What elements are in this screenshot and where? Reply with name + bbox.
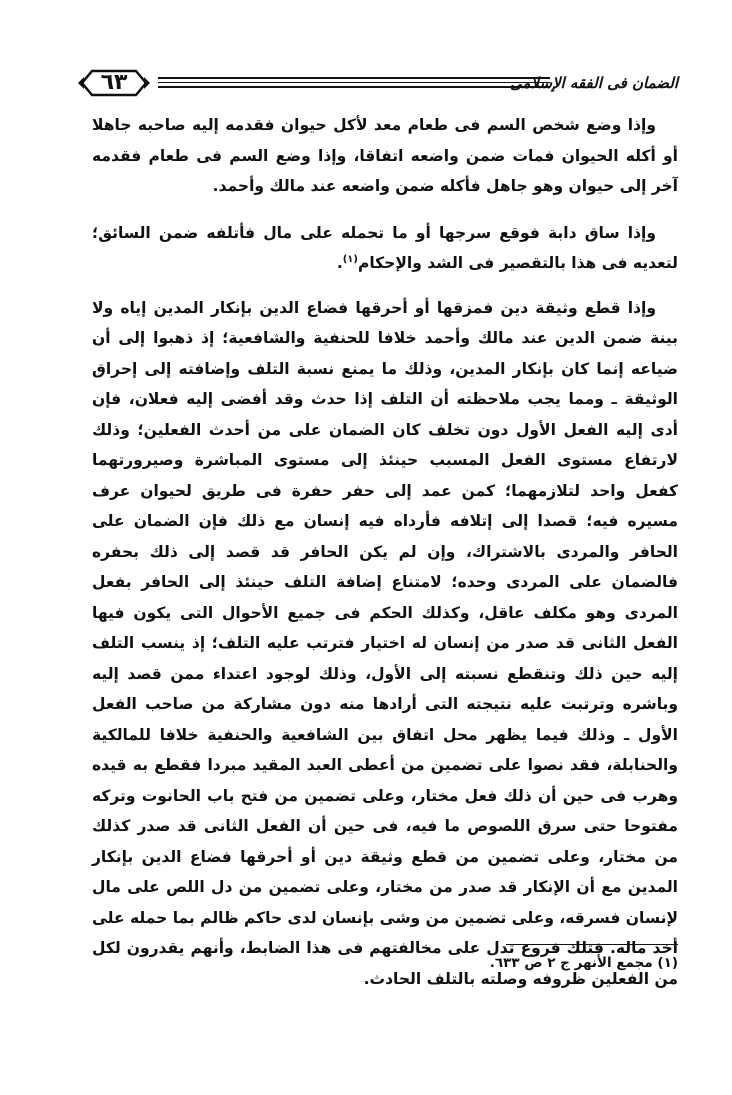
paragraph-2: وإذا ساق دابة فوقع سرجها أو ما تحمله على مال فأتلفه ضمن السائق؛ لتعديه فى هذا بالتقصير فى الشد والإحكام$^{(١)}$. [92, 223, 678, 272]
paragraph-3: وإذا قطع وثيقة دين فمزقها أو أحرقها فضاع الدين بإنكار المدين إياه ولا بينة ضمن الدين عند مالك وأحمد خلافا للحنفية والشافعية؛ إذ ذهبوا إلى أن ضياعه إنما كان بإنكار المدين، وذلك ما يمنع نسبة التلف وإضافته إلى إحراق الوثيقة ـ ومما يجب ملاحظته أن التلف إذا حدث وقد أفضى إليه فعلان، فإن أدى إليه الفعل الأول دون تخلف كان الضمان على من أحدث الفعلين؛ وذلك لارتفاع مستوى الفعل المسبب حينئذ إلى مستوى المباشرة وصيرورتهما كفعل واحد لتلازمهما؛ كمن عمد إلى حفر حفرة فى طريق لحيوان عرف مسيره فيه؛ قصدا إلى إتلافه فأرداه فيه إنسان مع ذلك فإن الضمان على الحافر والمردى بالاشتراك، وإن لم يكن الحافر قد قصد إلى ذلك بحفره فالضمان على المردى وحده؛ لامتناع إضافة التلف حينئذ إلى الحافر بفعل المردى وهو مكلف عاقل، وكذلك الحكم فى جميع الأحوال التى يكون فيها الفعل الثانى قد صدر من إنسان له اختيار فترتب عليه التلف؛ إذ ينسب التلف إليه حين ذلك وتنقطع نسبته إلى الأول، وذلك لوجود اعتداء ممن قصد إليه وباشره وترتبت عليه نتيجته التى أرادها منه دون مشاركة من صاحب الفعل الأول ـ وذلك فيما يظهر محل اتفاق بين الشافعية والحنفية خلافا للمالكية والحنابلة، فقد نصوا على تضمين من أعطى العبد المقيد مبردا فقطع به قيده وهرب فى حين أن ذلك فعل مختار، وعلى تضمين من فتح باب الحانوت وتركه مفتوحا حتى سرق اللصوص ما فيه، فى حين أن الفعل الثانى قد صدر كذلك من مختار، وعلى تضمين من قطع وثيقة دين أو أحرقها فضاع الدين بإنكار المدين مع أن الإنكار قد صدر من مختار، وعلى تضمين من دل اللص على مال لإنسان فسرقه، وعلى تضمين من وشى بإنسان لدى حاكم ظالم بما حمله على أخذ ماله. فتلك فروع تدل على مخالفتهم فى هذا الضابط، وأنهم يقدرون لكل من الفعلين ظروفه وصلته بالتلف الحادث. [92, 298, 678, 988]
book-title: الضمان فى الفقه الإسلامى [509, 74, 678, 92]
footnote: (١) مجمع الأنهر ج ٢ ص ٦٣٣. [489, 955, 678, 971]
paragraph-2-text: وإذا ساق دابة فوقع سرجها أو ما تحمله على مال فأتلفه ضمن السائق؛ لتعديه فى هذا بالتقصير فى الشد والإحكام [92, 223, 678, 272]
page-number: ٦٣ [100, 70, 128, 95]
footnote-marker: (١) [342, 253, 358, 265]
page-header [78, 68, 678, 100]
footnote-divider [506, 944, 678, 945]
main-text [92, 110, 678, 1008]
paragraph-1: وإذا وضع شخص السم فى طعام معد لأكل حيوان فقدمه إليه صاحبه جاهلا أو أكله الحيوان فمات ضمن واضعه اتفاقا، وإذا وضع السم فى طعام فقدمه آخر إلى حيوان وهو جاهل فأكله ضمن واضعه عند مالك وأحمد. [92, 116, 678, 195]
header-rule [158, 77, 550, 89]
page-number-frame [78, 68, 150, 98]
